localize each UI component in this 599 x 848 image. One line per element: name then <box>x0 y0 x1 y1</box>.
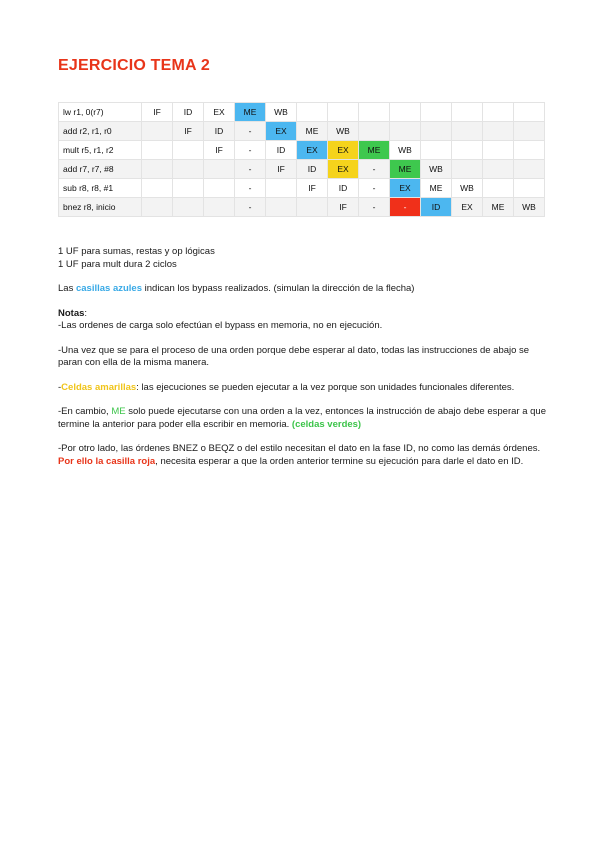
stage-cell <box>452 160 483 179</box>
stage-cell <box>142 122 173 141</box>
nota-verdes-mid: solo puede ejecutarse con una orden a la vez, entonces la instrucción de abajo debe esperar a que termine la anterior para poder ella escribir en memoria. <box>58 406 546 430</box>
stage-cell <box>142 141 173 160</box>
stage-cell <box>142 198 173 217</box>
stage-cell <box>142 179 173 198</box>
stage-cell <box>204 179 235 198</box>
instruction-cell: mult r5, r1, r2 <box>59 141 142 160</box>
stage-cell: - <box>359 160 390 179</box>
nota-verdes <box>58 406 548 431</box>
stage-cell <box>297 198 328 217</box>
table-row <box>59 103 545 122</box>
uf-mult-line: 1 UF para mult dura 2 ciclos <box>58 258 177 270</box>
nota-verdes-pre: -En cambio, <box>58 406 112 417</box>
nota-amarillas <box>58 382 548 395</box>
stage-cell: WB <box>514 198 545 217</box>
stage-cell: ID <box>421 198 452 217</box>
stage-cell: ME <box>483 198 514 217</box>
stage-cell: ME <box>390 160 421 179</box>
stage-cell <box>421 103 452 122</box>
stage-cell <box>359 122 390 141</box>
stage-cell <box>514 103 545 122</box>
table-row <box>59 179 545 198</box>
stage-cell <box>421 141 452 160</box>
stage-cell <box>452 141 483 160</box>
stage-cell: - <box>235 160 266 179</box>
stage-cell: EX <box>390 179 421 198</box>
stage-cell <box>421 122 452 141</box>
stage-cell: WB <box>390 141 421 160</box>
stage-cell: - <box>235 198 266 217</box>
stage-cell: - <box>235 141 266 160</box>
stage-cell: EX <box>328 141 359 160</box>
instruction-cell: add r7, r7, #8 <box>59 160 142 179</box>
notas-heading-line <box>58 308 548 321</box>
nota-amarillas-highlight: Celdas amarillas <box>61 381 137 393</box>
nota-amarillas-post: : las ejecuciones se pueden ejecutar a la vez porque son unidades funcionales diferentes. <box>136 381 515 393</box>
stage-cell <box>514 122 545 141</box>
notes-section <box>58 246 548 468</box>
nota-parada: -Una vez que se para el proceso de una orden porque debe esperar al dato, todas las instrucciones de abajo se paran con ella de la misma manera. <box>58 344 530 368</box>
stage-cell <box>266 179 297 198</box>
stage-cell: - <box>235 179 266 198</box>
nota-verdes-highlight: (celdas verdes) <box>291 418 362 430</box>
stage-cell <box>173 160 204 179</box>
stage-cell <box>173 198 204 217</box>
stage-cell: IF <box>142 103 173 122</box>
page-title: EJERCICIO TEMA 2 <box>58 57 210 74</box>
stage-cell <box>204 198 235 217</box>
nota-carga: -Las ordenes de carga solo efectúan el bypass en memoria, no en ejecución. <box>58 320 383 331</box>
stage-cell <box>266 198 297 217</box>
instruction-cell: bnez r8, inicio <box>59 198 142 217</box>
stage-cell: IF <box>173 122 204 141</box>
stage-cell <box>173 179 204 198</box>
table-row <box>59 141 545 160</box>
stage-cell: WB <box>328 122 359 141</box>
stage-cell: ID <box>266 141 297 160</box>
stage-cell: IF <box>204 141 235 160</box>
stage-cell <box>297 103 328 122</box>
pipeline-table <box>58 102 545 217</box>
instruction-cell: sub r8, r8, #1 <box>59 179 142 198</box>
stage-cell: IF <box>266 160 297 179</box>
nota-amarillas-pre: - <box>58 381 62 393</box>
bypass-legend-highlight: casillas azules <box>75 283 142 294</box>
stage-cell: ID <box>204 122 235 141</box>
stage-cell: ID <box>297 160 328 179</box>
stage-cell <box>483 103 514 122</box>
stage-cell: EX <box>328 160 359 179</box>
stage-cell: EX <box>297 141 328 160</box>
instruction-cell: lw r1, 0(r7) <box>59 103 142 122</box>
stage-cell: - <box>359 198 390 217</box>
stage-cell <box>173 141 204 160</box>
stage-cell <box>390 122 421 141</box>
stage-cell <box>204 160 235 179</box>
stage-cell <box>483 122 514 141</box>
stage-cell <box>483 160 514 179</box>
nota-roja-pre: -Por otro lado, las órdenes BNEZ o BEQZ o del estilo necesitan el dato en la fase ID, no como las demás órdenes. <box>58 443 541 454</box>
bypass-legend <box>58 283 548 296</box>
stage-cell: EX <box>204 103 235 122</box>
stage-cell: - <box>359 179 390 198</box>
stage-cell: WB <box>266 103 297 122</box>
stage-cell: EX <box>266 122 297 141</box>
stage-cell <box>452 103 483 122</box>
nota-roja <box>58 443 548 468</box>
stage-cell <box>390 103 421 122</box>
stage-cell <box>483 141 514 160</box>
stage-cell <box>514 141 545 160</box>
nota-roja-highlight: Por ello la casilla roja <box>58 455 156 467</box>
stage-cell: - <box>390 198 421 217</box>
stage-cell: WB <box>421 160 452 179</box>
stage-cell: ME <box>359 141 390 160</box>
stage-cell: EX <box>452 198 483 217</box>
stage-cell: ME <box>235 103 266 122</box>
bypass-legend-pre: Las <box>58 283 76 294</box>
nota-verdes-me: ME <box>111 406 126 417</box>
stage-cell <box>514 179 545 198</box>
stage-cell <box>328 103 359 122</box>
stage-cell: WB <box>452 179 483 198</box>
stage-cell: ID <box>328 179 359 198</box>
stage-cell <box>359 103 390 122</box>
stage-cell <box>452 122 483 141</box>
pipeline-table-body <box>59 103 545 217</box>
stage-cell: - <box>235 122 266 141</box>
stage-cell: IF <box>328 198 359 217</box>
instruction-cell: add r2, r1, r0 <box>59 122 142 141</box>
table-row <box>59 122 545 141</box>
uf-sumas-line: 1 UF para sumas, restas y op lógicas <box>58 246 215 257</box>
stage-cell <box>514 160 545 179</box>
table-row <box>59 198 545 217</box>
stage-cell: ID <box>173 103 204 122</box>
bypass-legend-post: indican los bypass realizados. (simulan la dirección de la flecha) <box>142 283 415 294</box>
stage-cell <box>142 160 173 179</box>
notas-colon: : <box>84 307 88 319</box>
table-row <box>59 160 545 179</box>
stage-cell <box>483 179 514 198</box>
notas-heading: Notas <box>58 307 85 319</box>
nota-roja-post: , necesita esperar a que la orden anterior termine su ejecución para darle el dato en ID. <box>155 455 524 467</box>
stage-cell: IF <box>297 179 328 198</box>
stage-cell: ME <box>421 179 452 198</box>
stage-cell: ME <box>297 122 328 141</box>
